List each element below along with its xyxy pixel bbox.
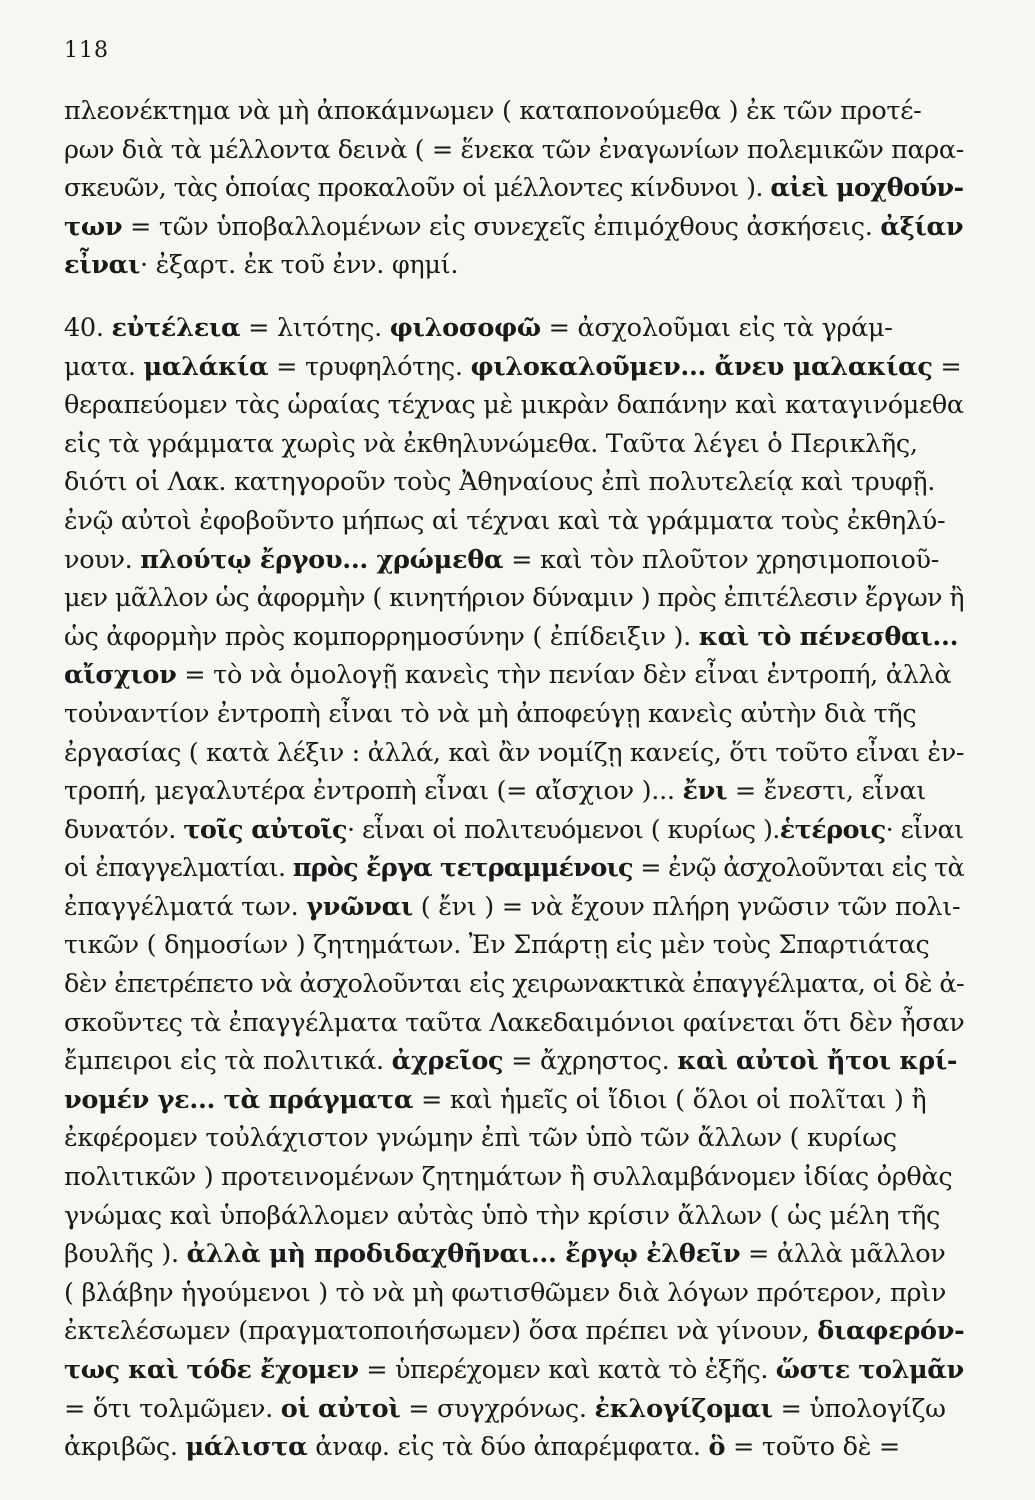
lemma-term: πρὸς ἔργα τετραμμένοις [292,853,633,884]
gloss-text: = τὸ νὰ ὁμολογῇ κανεὶς τὴν πενίαν δὲν εἶναι ἐντροπή, ἀλλὰ [176,660,952,691]
gloss-text: · εἶναι οἱ πολιτευόμενοι ( κυρίως ). [346,814,780,845]
gloss-text: = τρυφηλότης. [268,351,471,382]
text-line [64,849,964,888]
text-line [64,1390,964,1429]
text-line [64,1119,964,1158]
text-line [64,926,964,965]
gloss-text: ἔμπειροι εἰς τὰ πολιτικά. [64,1046,392,1077]
lemma-term: ἔνι [682,776,728,807]
gloss-text: = συγχρόνως. [400,1393,595,1424]
gloss-text: διότι οἱ Λακ. κατηγοροῦν τοὺς Ἀθηναίους ἐπὶ πολυτελείᾳ καὶ τρυφῇ. [64,467,936,498]
text-line [64,1081,964,1120]
lemma-term: φιλοσοφῶ [389,312,541,343]
lemma-term: μαλάκία [143,351,269,382]
gloss-text: μεν μᾶλλον ὡς ἀφορμὴν ( κινητήριον δύναμιν ) πρὸς ἐπιτέλεσιν ἔργων ἢ [64,583,964,614]
lemma-term: εὐτέλεια [111,312,241,343]
text-line [64,695,964,734]
text-line [64,208,964,247]
gloss-text: = ὑπολογίζω [772,1393,946,1424]
gloss-text: ἀναφ. εἰς τὰ δύο ἀπαρέμφατα. [307,1432,709,1463]
text-line [64,1042,964,1081]
lemma-term: νομέν γε... τὰ πράγματα [64,1084,414,1115]
gloss-text: = ἐνῷ ἀσχολοῦνται εἰς τὰ [632,853,964,884]
text-line [64,1197,964,1236]
text-line [64,656,964,695]
gloss-text: 40. [64,312,112,343]
text-line [64,1158,964,1197]
gloss-text: ἀκριβῶς. [64,1432,186,1463]
gloss-text: τροπή, μεγαλυτέρα ἐντροπὴ εἶναι (= αἴσχιον )... [64,776,683,807]
lemma-term: τως καὶ τόδε ἔχομεν [64,1355,359,1385]
gloss-text: ματα. [64,351,144,382]
gloss-text: ( ἔνι ) = νὰ ἔχουν πλήρη γνῶσιν τῶν πολι- [412,891,961,922]
paragraph-gap [64,285,964,309]
gloss-text: ρων διὰ τὰ μέλλοντα δεινὰ ( = ἕνεκα τῶν ἐναγωνίων πολεμικῶν παρα- [64,134,964,165]
text-line [64,618,964,657]
gloss-text: ὡς ἀφορμὴν πρὸς κομπορρημοσύνην ( ἐπίδειξιν ). [64,621,699,652]
lemma-term: εἶναι [64,250,140,281]
gloss-text: = ὅτι τολμῶμεν. [64,1393,281,1424]
commentary-text [64,92,964,1467]
lemma-term: τοῖς αὐτοῖς [183,814,347,845]
lemma-term: των [64,211,123,242]
lemma-term: γνῶναι [306,891,413,922]
paragraph-1 [64,92,964,285]
gloss-text: ἐκτελέσωμεν (πραγματοποιήσωμεν) ὅσα πρέπει νὰ γίνουν, [64,1316,818,1347]
gloss-text: οἱ ἐπαγγελματίαι. [64,853,293,884]
paragraph-40 [64,309,964,1467]
gloss-text: ἐπαγγέλματά των. [64,891,307,922]
lemma-term: ἀλλὰ μὴ προδιδαχθῆναι... ἔργῳ ἐλθεῖν [186,1239,741,1270]
lemma-term: διαφερόν- [817,1316,965,1347]
text-line [64,386,964,425]
text-line [64,1004,964,1043]
gloss-text: σκευῶν, τὰς ὁποίας προκαλοῦν οἱ μέλλοντες κίνδυνοι ). [64,173,771,204]
text-line [64,579,964,618]
text-line [64,1274,964,1313]
text-line [64,541,964,580]
gloss-text: ἐκφέρομεν τοὐλάχιστον γνώμην ἐπὶ τῶν ὑπὸ τῶν ἄλλων ( κυρίως [64,1123,897,1154]
text-line [64,463,964,502]
gloss-text: ἐργασίας ( κατὰ λέξιν : ἀλλά, καὶ ἂν νομίζῃ κανείς, ὅτι τοῦτο εἶναι ἐν- [64,737,965,768]
gloss-text: δυνατόν. [64,814,184,845]
text-line [64,425,964,464]
lemma-term: καὶ αὐτοὶ ἤτοι κρί- [677,1046,958,1077]
gloss-text: θεραπεύομεν τὰς ὡραίας τέχνας μὲ μικρὰν δαπάνην καὶ καταγινόμεθα [64,390,964,421]
gloss-text: = ἔνεστι, εἶναι [727,776,926,807]
text-line [64,169,964,208]
gloss-text: ἐνῷ αὐτοὶ ἐφοβοῦντο μήπως αἱ τέχναι καὶ τὰ γράμματα τοὺς ἐκθηλύ- [64,505,946,536]
text-line [64,1312,964,1351]
lemma-term: ἐκλογίζομαι [594,1393,773,1424]
lemma-term: ὃ [708,1432,726,1463]
text-line [64,734,964,773]
lemma-term: ἀξίαν [880,211,964,242]
text-line [64,131,964,170]
gloss-text: τικῶν ( δημοσίων ) ζητημάτων. Ἐν Σπάρτῃ εἰς μὲν τοὺς Σπαρτιάτας [64,930,930,961]
gloss-text: γνώμας καὶ ὑποβάλλομεν αὐτὰς ὑπὸ τὴν κρίσιν ἄλλων ( ὡς μέλη τῆς [64,1200,940,1231]
gloss-text: = καὶ ἡμεῖς οἱ ἴδιοι ( ὅλοι οἱ πολῖται ) ἢ [413,1084,927,1115]
gloss-text: = τῶν ὑποβαλλομένων εἰς συνεχεῖς ἐπιμόχθους ἀσκήσεις. [122,211,881,242]
gloss-text: βουλῆς ). [64,1239,187,1270]
gloss-text: πλεονέκτημα νὰ μὴ ἀποκάμνωμεν ( καταπονούμεθα ) ἐκ τῶν προτέ- [64,96,922,126]
lemma-term: αἰεὶ μοχθούν- [770,173,964,204]
text-line [64,772,964,811]
gloss-text: ( βλάβην ἡγούμενοι ) τὸ νὰ μὴ φωτισθῶμεν διὰ λόγων πρότερον, πρὶν [64,1277,947,1308]
text-line [64,965,964,1004]
gloss-text: σκοῦντες τὰ ἐπαγγέλματα ταῦτα Λακεδαιμόνιοι φαίνεται ὅτι δὲν ἦσαν [64,1007,965,1038]
text-line [64,246,964,285]
text-line [64,92,964,131]
text-line [64,811,964,850]
gloss-text: · ἐξαρτ. ἐκ τοῦ ἐνν. φημί. [140,250,459,281]
text-line [64,502,964,541]
gloss-text: = ἀσχολοῦμαι εἰς τὰ γράμ- [540,312,893,343]
lemma-term: καὶ τὸ πένεσθαι... [698,621,959,652]
lemma-term: ἀχρεῖος [391,1046,504,1077]
gloss-text: · εἶναι [885,814,964,845]
text-line [64,1235,964,1274]
lemma-term: ὥστε τολμᾶν [775,1355,964,1385]
gloss-text: δὲν ἐπετρέπετο νὰ ἀσχολοῦνται εἰς χειρωνακτικὰ ἐπαγγέλματα, οἱ δὲ ἀ- [64,969,964,1000]
gloss-text: = [932,351,962,382]
gloss-text: = ἀλλὰ μᾶλλον [740,1239,946,1270]
gloss-text: πολιτικῶν ) προτεινομένων ζητημάτων ἢ συλλαμβάνομεν ἰδίας ὀρθὰς [64,1162,953,1193]
text-line [64,888,964,927]
gloss-text: = ὑπερέχομεν καὶ κατὰ τὸ ἑξῆς. [358,1355,776,1385]
lemma-term: αἴσχιον [64,660,177,691]
lemma-term: ἑτέροις [779,814,886,845]
gloss-text: νουν. [64,544,141,575]
page-number: 118 [64,38,109,63]
text-line [64,309,964,348]
gloss-text: = λιτότης. [240,312,390,343]
text-line [64,348,964,387]
gloss-text: = τοῦτο δὲ = [725,1432,900,1463]
lemma-term: φιλοκαλοῦμεν... ἄνευ μαλακίας [470,351,933,382]
text-line [64,1351,964,1390]
gloss-text: = καὶ τὸν πλοῦτον χρησιμοποιοῦ- [503,544,940,575]
lemma-term: μάλιστα [185,1432,308,1463]
lemma-term: οἱ αὐτοὶ [280,1393,401,1424]
gloss-text: εἰς τὰ γράμματα χωρὶς νὰ ἐκθηλυνώμεθα. Ταῦτα λέγει ὁ Περικλῆς, [64,428,918,459]
lemma-term: πλούτῳ ἔργου... χρώμεθα [140,544,504,575]
gloss-text: = ἄχρηστος. [503,1046,678,1077]
text-line [64,1428,964,1467]
gloss-text: τοὐναντίον ἐντροπὴ εἶναι τὸ νὰ μὴ ἀποφεύγῃ κανεὶς αὐτὴν διὰ τῆς [64,698,917,729]
